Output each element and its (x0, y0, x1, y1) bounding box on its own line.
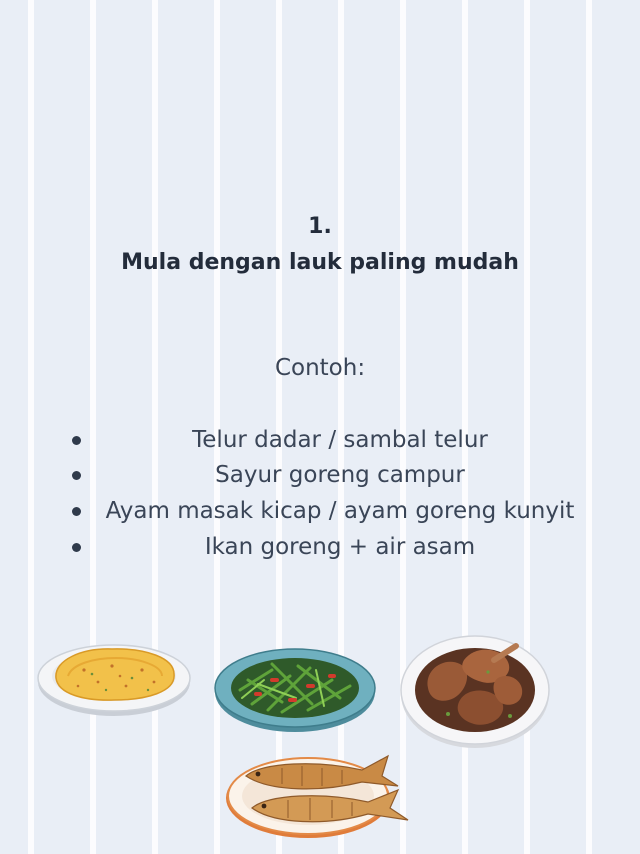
step-number: 1. (308, 214, 332, 239)
list-item (0, 495, 640, 527)
stir-fried-vegetables-plate-icon (212, 640, 378, 736)
list-item-text: Telur dadar / sambal telur (192, 427, 488, 453)
bullet-icon (72, 507, 81, 516)
list-item-text: Ikan goreng + air asam (204, 534, 476, 560)
list-item (0, 531, 640, 563)
list-item (0, 424, 640, 456)
omelette-plate-icon (34, 636, 194, 720)
fried-fish-plate-icon (222, 746, 418, 842)
example-label: Contoh: (274, 355, 366, 381)
bullet-icon (72, 471, 81, 480)
list-item (0, 459, 640, 491)
step-title: Mula dengan lauk paling mudah (121, 250, 519, 275)
bullet-icon (72, 436, 81, 445)
list-item-text: Sayur goreng campur (215, 462, 465, 488)
soy-sauce-chicken-plate-icon (398, 630, 552, 750)
bullet-icon (72, 543, 81, 552)
list-item-text: Ayam masak kicap / ayam goreng kunyit (105, 498, 575, 524)
